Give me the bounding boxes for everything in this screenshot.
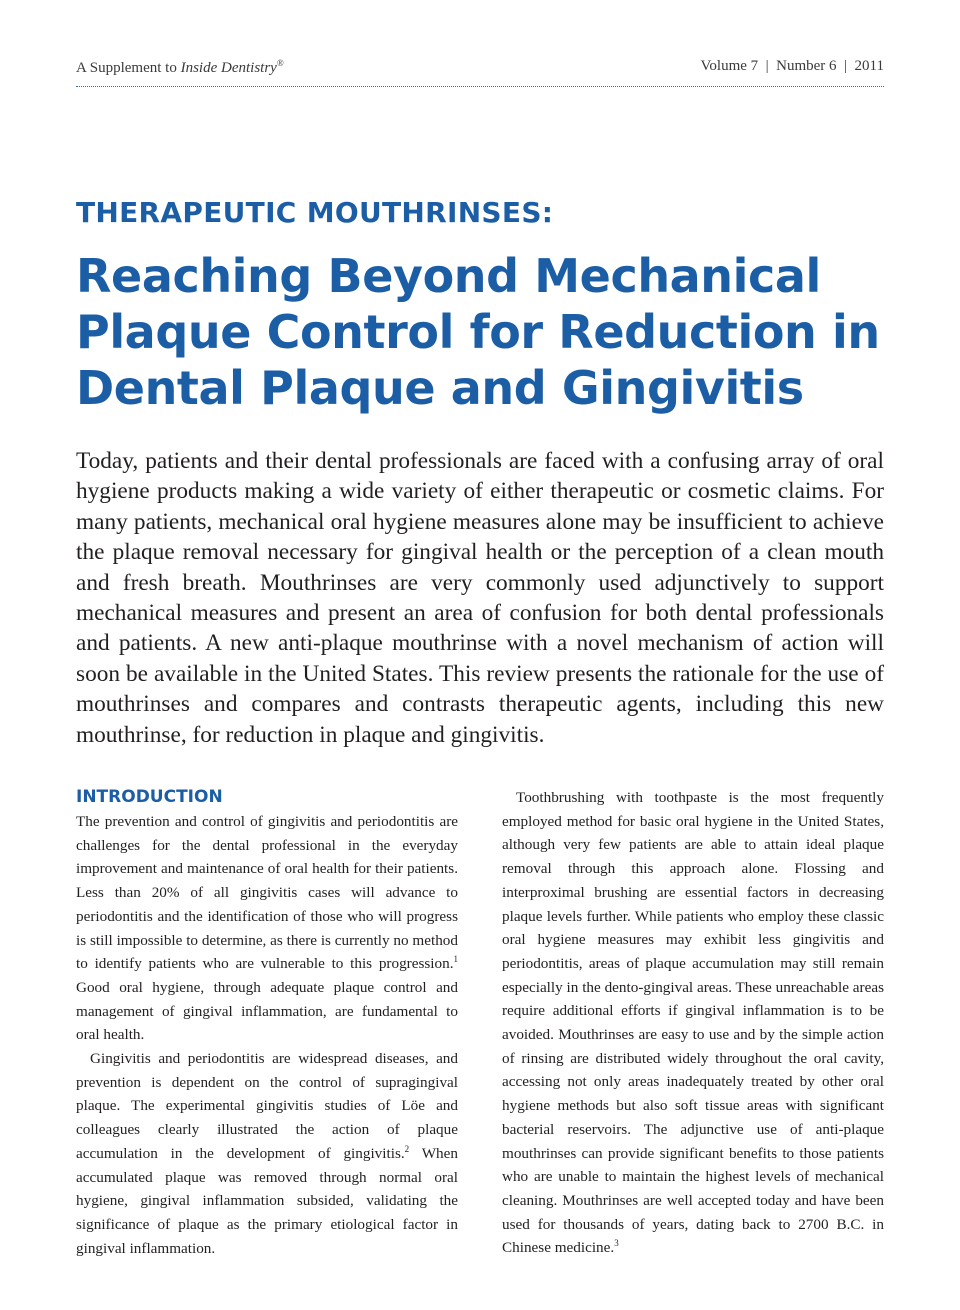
supplement-line: [76, 58, 284, 77]
article-kicker: THERAPEUTIC MOUTHRINSES:: [76, 196, 554, 229]
article-title: [76, 248, 896, 416]
paragraph: [76, 1047, 458, 1260]
article-abstract: [76, 446, 884, 750]
abstract-text: Today, patients and their dental professionals are faced with a confusing array of oral hygiene products making a wide variety of either therapeutic or cosmetic claims. For many patients, mechanical oral hygiene measures alone may be insufficient to achieve the plaque removal necessary for gingival health or the perception of a clean mouth and fresh breath. Mouthrinses are very commonly used adjunctively to support mechanical measures and present an area of confusion for both dental professionals and patients. A new anti-plaque mouthrinse with a novel mechanism of action will soon be available in the United States. This review presents the rationale for the use of mouthrinses and compares and contrasts therapeutic agents, including this new mouthrinse, for reduction in plaque and gingivitis.: [76, 448, 884, 748]
paragraph-text: Toothbrushing with toothpaste is the most frequently employed method for basic oral hygiene in the United States, although very few patients are able to attain ideal plaque removal through this approach alone. Flossing and interproximal brushing are essential factors in decreasing plaque levels further. While patients who employ these classic oral hygiene measures may exhibit less gingivitis and periodontitis, areas of plaque accumulation may still remain especially in the dento-gingival areas. These unreachable areas require additional efforts if gingival inflammation is to be avoided. Mouthrinses are easy to use and by the simple action of rinsing are distributed widely throughout the oral cavity, accessing not only areas inadequately treated by other oral hygiene methods but also soft tissue areas with significant bacterial reservoirs. The adjunctive use of anti-plaque mouthrinses can provide significant benefits to those patients who are unable to maintain the highest levels of mechanical cleaning. Mouthrinses are well accepted today and have been used for thousands of years, dating back to 2700 B.C. in Chinese medicine.: [502, 789, 884, 1257]
section-heading-introduction: INTRODUCTION: [76, 787, 223, 807]
paragraph-text: Gingivitis and periodontitis are widespread diseases, and prevention is dependent on the control of supragingival plaque. The experimental gingivitis studies of Löe and colleagues clearly illustrated the action of plaque accumulation in the development of gingivitis.: [76, 1050, 458, 1162]
title-line: Dental Plaque and Gingivitis: [76, 361, 804, 415]
paragraph: [502, 786, 884, 1260]
left-column: [76, 786, 458, 1260]
reference-marker: 2: [404, 1143, 410, 1154]
reference-marker: 3: [614, 1238, 619, 1249]
paragraph-text: The prevention and control of gingivitis and periodontitis are challenges for the dental professional in the everyday improvement and maintenance of oral health for their patients. Less than 20% of all gingivitis cases will advance to periodontitis and the identification of those who will progress is still impossible to determine, as there is currently no method to identify patients who are vulnerable to this progression.: [76, 813, 458, 973]
running-header: [76, 58, 884, 82]
issue-info: Volume 7 | Number 6 | 2011: [700, 58, 884, 74]
paragraph-text: Good oral hygiene, through adequate plaque control and management of gingival inflammation, are fundamental to oral health.: [76, 978, 458, 1044]
reference-marker: 1: [453, 954, 458, 965]
journal-name: Inside Dentistry: [180, 60, 277, 76]
paragraph: [76, 810, 458, 1047]
title-line: Reaching Beyond Mechanical: [76, 249, 821, 303]
supplement-prefix: A Supplement to: [76, 60, 181, 76]
header-divider: [76, 86, 884, 87]
registered-mark: ®: [276, 58, 284, 68]
right-column: [502, 786, 884, 1260]
title-line: Plaque Control for Reduction in: [76, 305, 880, 359]
paragraph-text: When accumulated plaque was removed through normal oral hygiene, gingival inflammation subsided, validating the significance of plaque as the primary etiological factor in gingival inflammation.: [76, 1144, 458, 1257]
